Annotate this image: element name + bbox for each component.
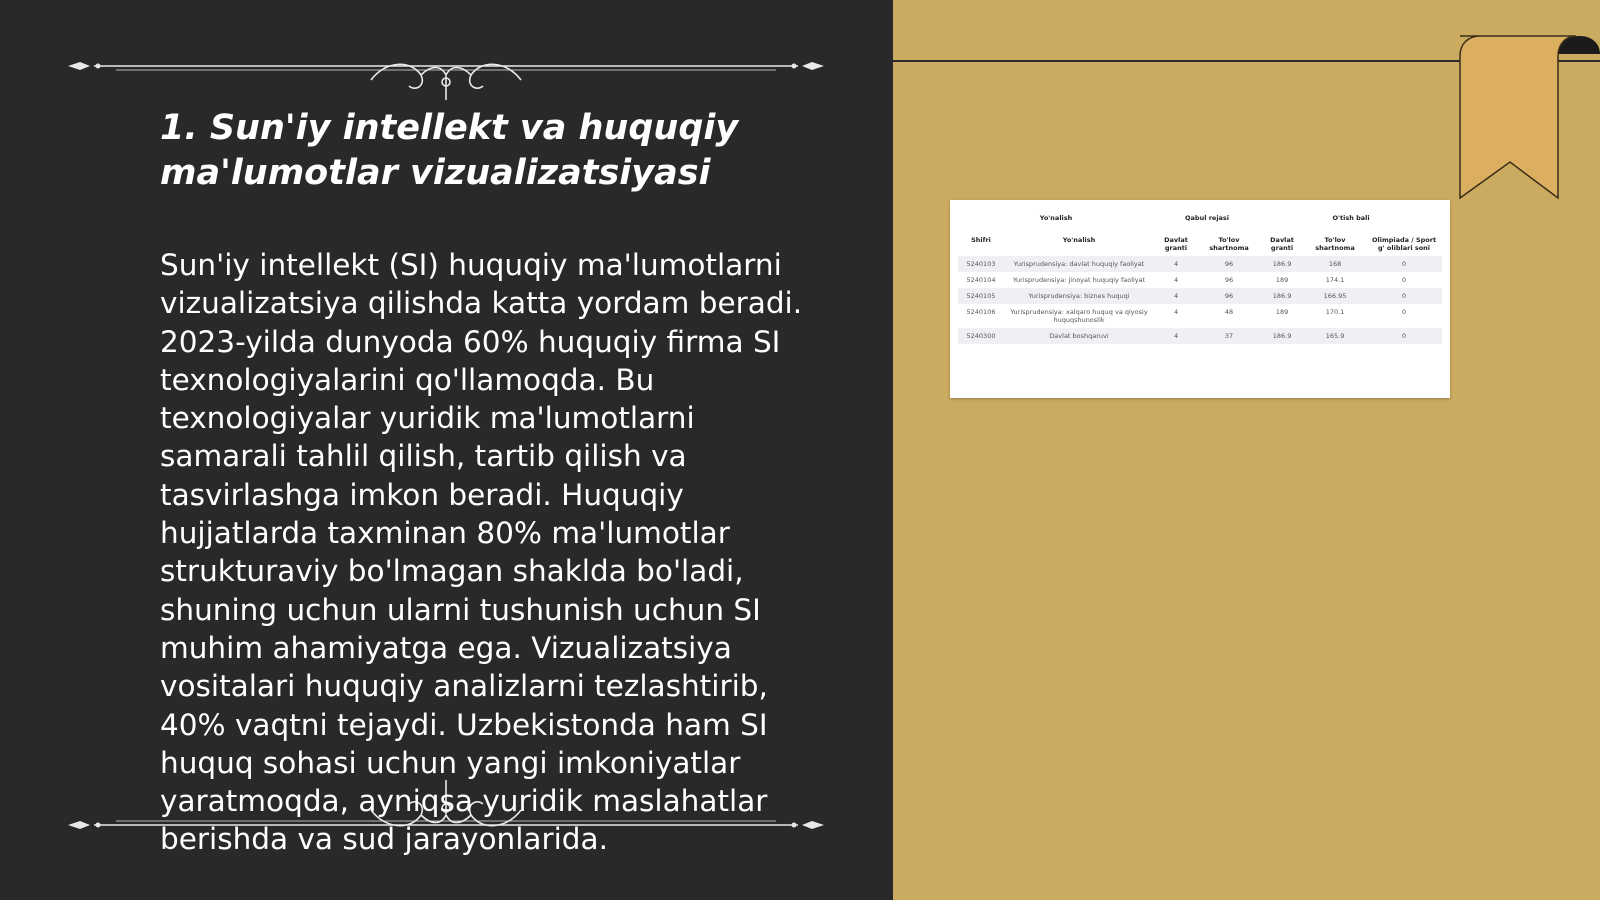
table-cell: 0 bbox=[1366, 328, 1442, 344]
table-row bbox=[958, 272, 1442, 288]
table-row bbox=[958, 288, 1442, 304]
table-cell: Yurisprudensiya: davlat huquqiy faoliyat bbox=[1004, 256, 1154, 272]
table-cell: 189 bbox=[1275, 308, 1289, 316]
table-cell: 186.9 bbox=[1260, 256, 1304, 272]
group-header: Qabul rejasi bbox=[1185, 214, 1230, 222]
column-header: Yo'nalish bbox=[1062, 236, 1096, 244]
table-row bbox=[958, 328, 1442, 344]
table-cell: 5240105 bbox=[958, 288, 1004, 304]
table-cell: 4 bbox=[1154, 256, 1198, 272]
column-header: Shifri bbox=[971, 236, 991, 244]
table-cell: 174.1 bbox=[1325, 276, 1345, 284]
column-header: Davlat granti bbox=[1270, 236, 1294, 252]
bookmark-ribbon-icon bbox=[1434, 34, 1600, 204]
slide-body-text: Sun'iy intellekt (SI) huquqiy ma'lumotlarni vizualizatsiya qilishda katta yordam beradi. 2023-yilda dunyoda 60% huquqiy firma SI texnologiyalarini qo'llamoqda. Bu texnologiyalar yuridik ma'lumotlarni samarali tahlil qilish, tartib qilish va tasvirlashga imkon beradi. Huquqiy hujjatlarda taxminan 80% ma'lumotlar strukturaviy bo'lmagan shaklda bo'ladi, shuning uchun ularni tushunish uchun SI muhim ahamiyatga ega. Vizualizatsiya vositalari huquqiy analizlarni tezlashtirib, 40% vaqtni tejaydi. Uzbekistonda ham SI huquq sohasi uchun yangi imkoniyatlar yaratmoqda, ayniqsa yuridik maslahatlar berishda va sud jarayonlarida. bbox=[160, 248, 803, 857]
table-cell: 165.9 bbox=[1304, 328, 1366, 344]
column-header: To'lov shartnoma bbox=[1315, 236, 1355, 252]
table-cell: 5240103 bbox=[958, 256, 1004, 272]
table-cell: 4 bbox=[1154, 288, 1198, 304]
table-cell: 170.1 bbox=[1325, 308, 1345, 316]
table-cell: Davlat boshqaruvi bbox=[1004, 328, 1154, 344]
table-cell: 37 bbox=[1198, 328, 1260, 344]
admission-table bbox=[958, 208, 1442, 344]
table-cell: 96 bbox=[1224, 276, 1234, 284]
table-cell: 186.9 bbox=[1260, 288, 1304, 304]
table-cell: 48 bbox=[1224, 308, 1234, 316]
table-cell: Yurisprudensiya: biznes huquqi bbox=[1004, 288, 1154, 304]
slide-title: 1. Sun'iy intellekt va huquqiy ma'lumotlar vizualizatsiyasi bbox=[160, 108, 739, 193]
table-cell: 166.95 bbox=[1304, 288, 1366, 304]
group-header: Yo'nalish bbox=[1039, 214, 1073, 222]
admission-table-image bbox=[950, 200, 1450, 398]
table-cell: 0 bbox=[1401, 276, 1407, 284]
table-cell: 186.9 bbox=[1260, 328, 1304, 344]
table-cell: 0 bbox=[1366, 256, 1442, 272]
table-row bbox=[958, 256, 1442, 272]
table-cell: 0 bbox=[1401, 308, 1407, 316]
table-cell: 4 bbox=[1173, 276, 1179, 284]
table-cell: 96 bbox=[1198, 288, 1260, 304]
table-cell: 168 bbox=[1304, 256, 1366, 272]
table-cell: Yurisprudensiya: jinoyat huquqiy faoliyat bbox=[1012, 276, 1146, 284]
table-cell: 5240106 bbox=[966, 308, 996, 316]
table-cell: 4 bbox=[1173, 308, 1179, 316]
table-cell: 5240300 bbox=[958, 328, 1004, 344]
group-header: O'tish bali bbox=[1332, 214, 1370, 222]
column-header: Davlat granti bbox=[1164, 236, 1188, 252]
table-cell: 5240104 bbox=[966, 276, 996, 284]
table-cell: 189 bbox=[1275, 276, 1289, 284]
table-cell: Yurisprudensiya: xalqaro huquq va qiyosiy huquqshunoslik bbox=[1010, 308, 1148, 324]
table-row bbox=[958, 304, 1442, 328]
top-ornament-divider bbox=[66, 40, 826, 100]
column-header: Olimpiada / Sport g' oliblari soni bbox=[1371, 236, 1437, 252]
table-cell: 0 bbox=[1366, 288, 1442, 304]
column-header: To'lov shartnoma bbox=[1209, 236, 1249, 252]
table-cell: 96 bbox=[1198, 256, 1260, 272]
table-cell: 4 bbox=[1154, 328, 1198, 344]
